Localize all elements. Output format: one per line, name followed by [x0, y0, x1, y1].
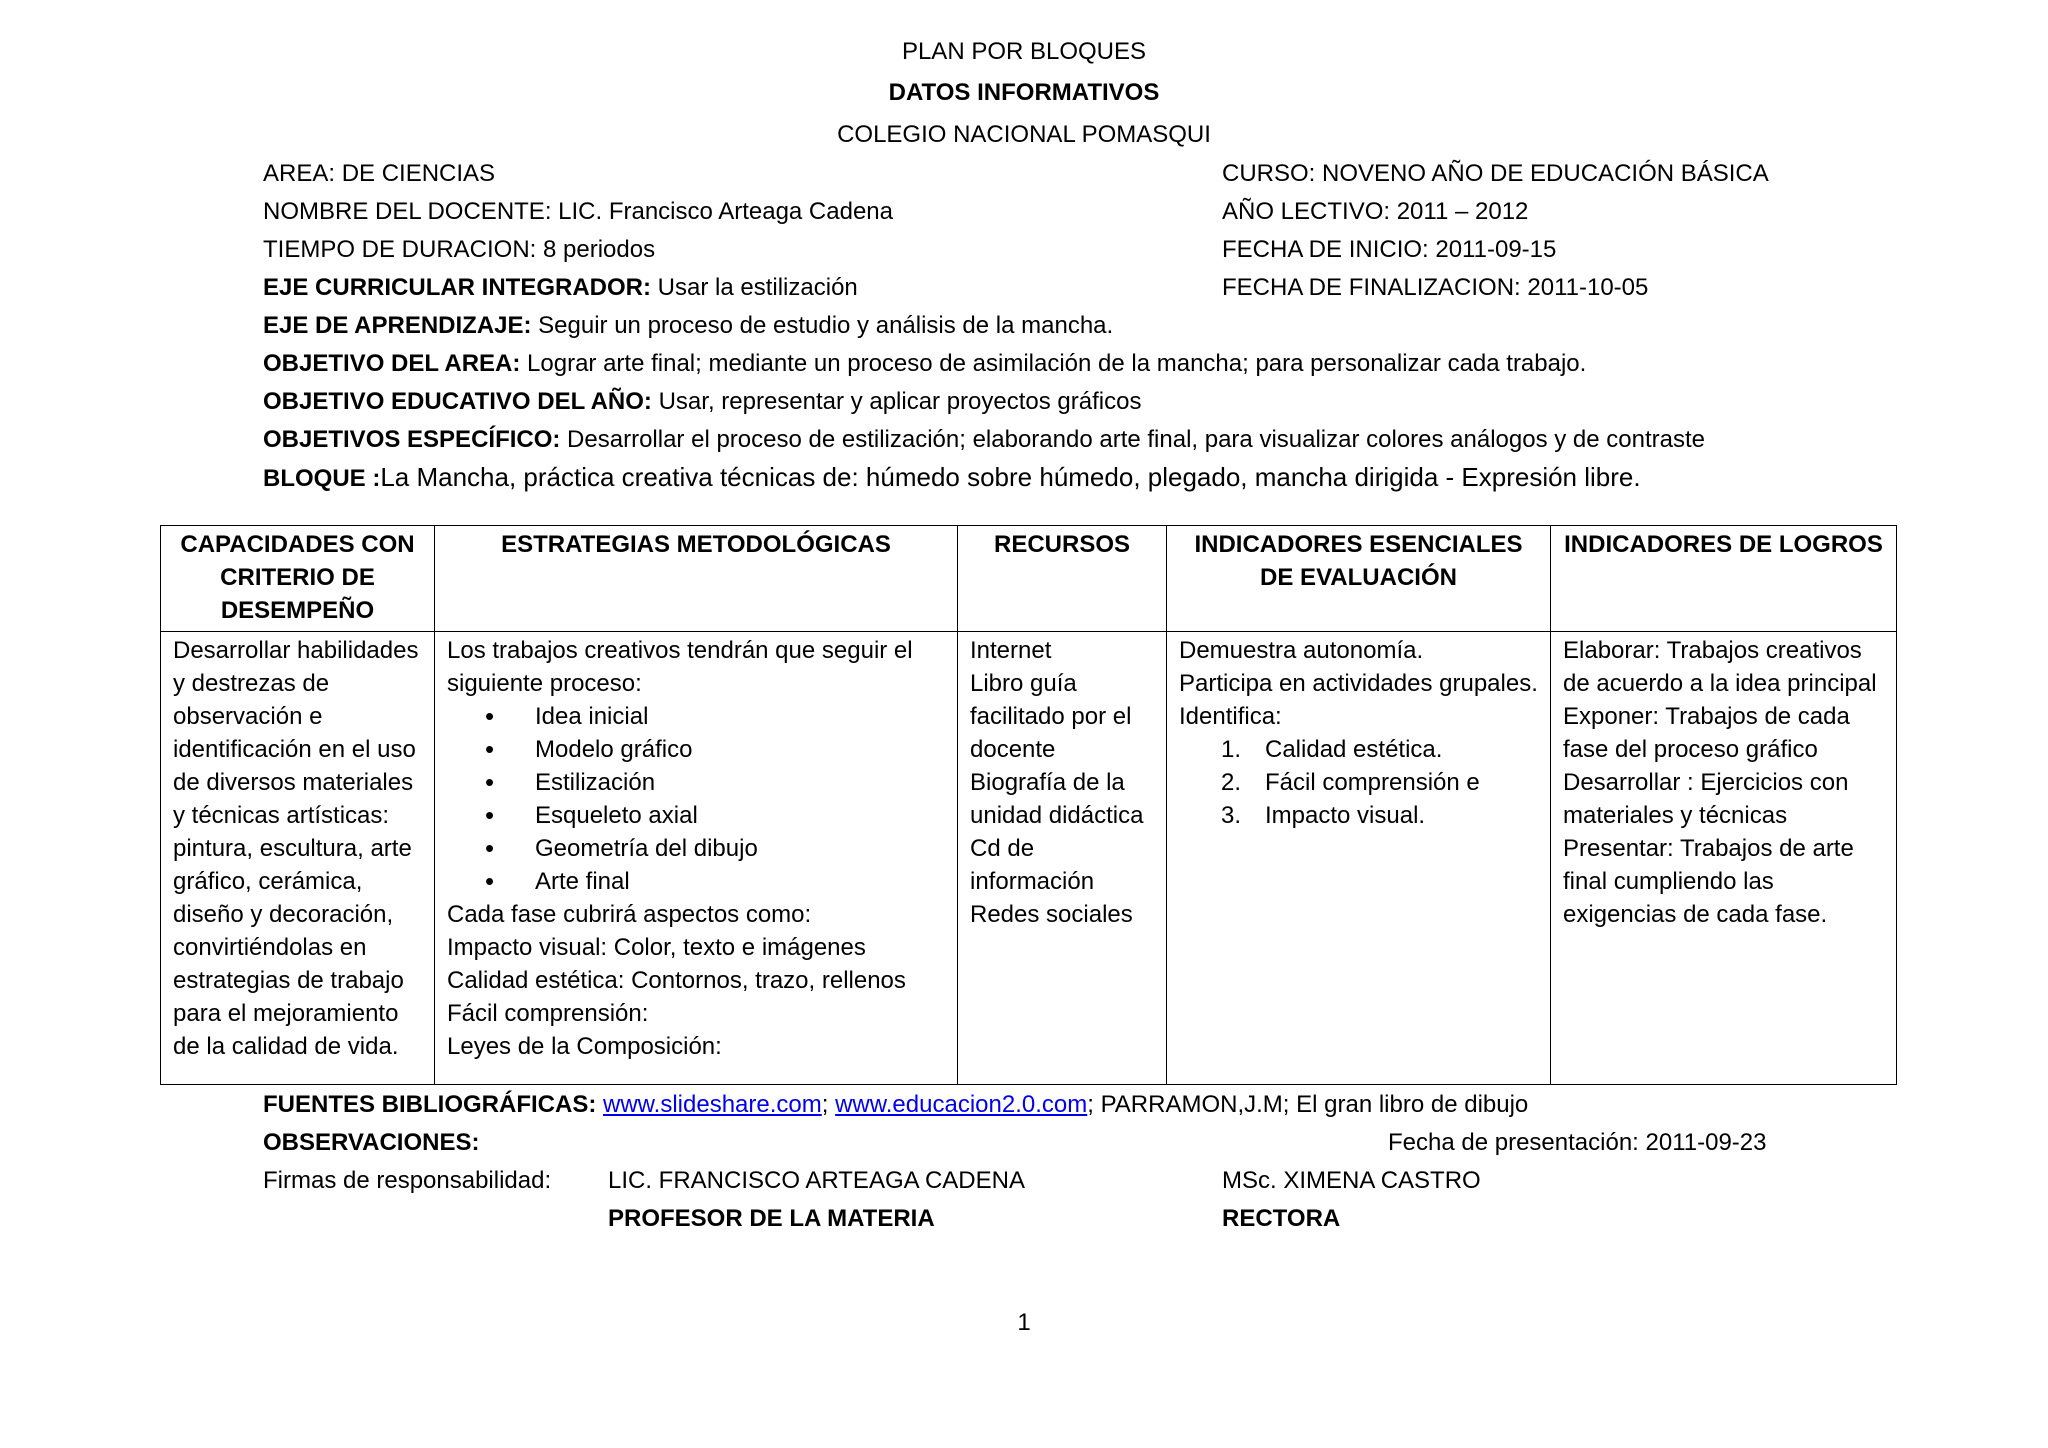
firma-rectora-name: MSc. XIMENA CASTRO — [1222, 1167, 1481, 1194]
list-item — [1221, 799, 1538, 832]
recurso-item: Internet — [970, 637, 1052, 664]
indicadores-numbered-list — [1179, 733, 1538, 832]
estrategias-steps — [447, 700, 945, 898]
header-indicadores-esenciales: INDICADORES ESENCIALES DE EVALUACIÓN — [1167, 526, 1551, 632]
estrategias-line: Calidad estética: Contornos, trazo, rellenos — [447, 967, 906, 994]
header-recursos: RECURSOS — [958, 526, 1167, 632]
list-item: • Modelo gráfico — [485, 733, 945, 766]
indicador-line: Identifica: — [1179, 703, 1282, 730]
doc-subtitle: DATOS INFORMATIVOS — [888, 79, 1160, 106]
recurso-item: Libro guía facilitado por el docente — [970, 670, 1132, 763]
tiempo-line: TIEMPO DE DURACION: 8 periodos — [263, 236, 656, 263]
list-number: 1. — [1221, 736, 1242, 763]
eje-integrador-label: EJE CURRICULAR INTEGRADOR: — [263, 274, 652, 301]
school-name: COLEGIO NACIONAL POMASQUI — [837, 121, 1211, 148]
docente-line: NOMBRE DEL DOCENTE: LIC. Francisco Arteaga Cadena — [263, 198, 893, 225]
recurso-item: Redes sociales — [970, 901, 1133, 928]
list-number: 2. — [1221, 769, 1242, 796]
header-indicadores-logros: INDICADORES DE LOGROS — [1551, 526, 1897, 632]
cell-estrategias — [435, 632, 958, 1085]
bloque-line — [263, 462, 1641, 493]
fecha-inicio-line: FECHA DE INICIO: 2011-09-15 — [1222, 236, 1557, 263]
objetivos-especificos-label: OBJETIVOS ESPECÍFICO: — [263, 426, 561, 453]
doc-title: PLAN POR BLOQUES — [901, 38, 1147, 65]
eje-integrador-value: Usar la estilización — [651, 274, 858, 301]
slideshare-link[interactable]: www.slideshare.com — [603, 1091, 822, 1118]
fuentes-line — [263, 1091, 1528, 1119]
cell-capacidades: Desarrollar habilidades y destrezas de observación e identificación en el uso de diversos materiales y técnicas artísticas: pintura, escultura, arte gráfico, cerámica, diseño y decoración, convirtiéndolas en estrategias de trabajo para el mejoramiento de la calidad de vida. — [161, 632, 435, 1085]
objetivos-especificos-value: Desarrollar el proceso de estilización; elaborando arte final, para visualizar colores análogos y de contraste — [560, 426, 1706, 453]
list-item — [1221, 733, 1538, 766]
firma-rectora-role: RECTORA — [1222, 1205, 1341, 1232]
list-item: • Geometría del dibujo — [485, 832, 945, 865]
header-capacidades: CAPACIDADES CON CRITERIO DE DESEMPEÑO — [161, 526, 435, 632]
curso-line: CURSO: NOVENO AÑO DE EDUCACIÓN BÁSICA — [1222, 160, 1769, 187]
fuentes-separator: ; — [821, 1091, 836, 1118]
indicador-line: Participa en actividades grupales. — [1179, 670, 1538, 697]
eje-aprendizaje-line — [263, 312, 1113, 340]
header-estrategias: ESTRATEGIAS METODOLÓGICAS — [435, 526, 958, 632]
area-line: AREA: DE CIENCIAS — [263, 160, 496, 187]
objetivo-area-label: OBJETIVO DEL AREA: — [263, 350, 521, 377]
list-text: Calidad estética. — [1265, 736, 1443, 763]
objetivo-anio-line — [263, 388, 1141, 416]
recurso-item: Cd de información — [970, 835, 1095, 895]
estrategias-line: Impacto visual: Color, texto e imágenes — [447, 934, 866, 961]
firma-profesor-name: LIC. FRANCISCO ARTEAGA CADENA — [608, 1167, 1025, 1194]
list-text: Impacto visual. — [1265, 802, 1426, 829]
list-item: • Idea inicial — [485, 700, 945, 733]
objetivos-especificos-line — [263, 426, 1705, 454]
plan-table — [160, 525, 1897, 1085]
eje-aprendizaje-label: EJE DE APRENDIZAJE: — [263, 312, 532, 339]
objetivo-anio-label: OBJETIVO EDUCATIVO DEL AÑO: — [263, 388, 652, 415]
fuentes-label: FUENTES BIBLIOGRÁFICAS: — [263, 1091, 597, 1118]
list-item: • Estilización — [485, 766, 945, 799]
bloque-value: La Mancha, práctica creativa técnicas de: húmedo sobre húmedo, plegado, mancha dirigida - Expresión libre. — [380, 462, 1641, 492]
estrategias-line: Leyes de la Composición: — [447, 1033, 722, 1060]
eje-integrador-line — [263, 274, 858, 302]
page-number: 1 — [1017, 1309, 1031, 1336]
cell-indicadores-logros: Elaborar: Trabajos creativos de acuerdo a la idea principal Exponer: Trabajos de cada fase del proceso gráfico Desarrollar : Ejercicios con materiales y técnicas Presentar: Trabajos de arte final cumpliendo las exigencias de cada fase. — [1551, 632, 1897, 1085]
fecha-fin-line: FECHA DE FINALIZACION: 2011-10-05 — [1222, 274, 1649, 301]
list-item: • Arte final — [485, 865, 945, 898]
bloque-label: BLOQUE : — [263, 465, 381, 492]
list-text: Fácil comprensión e — [1265, 769, 1480, 796]
list-item: • Esqueleto axial — [485, 799, 945, 832]
firma-profesor-role: PROFESOR DE LA MATERIA — [608, 1205, 935, 1232]
list-number: 3. — [1221, 802, 1242, 829]
fecha-presentacion: Fecha de presentación: 2011-09-23 — [1388, 1129, 1767, 1156]
eje-aprendizaje-value: Seguir un proceso de estudio y análisis de la mancha. — [531, 312, 1114, 339]
list-item — [1221, 766, 1538, 799]
observaciones-label: OBSERVACIONES: — [263, 1129, 480, 1156]
educacion-link[interactable]: www.educacion2.0.com — [835, 1091, 1088, 1118]
objetivo-area-line — [263, 350, 1586, 378]
recurso-item: Biografía de la unidad didáctica — [970, 769, 1144, 829]
estrategias-line: Cada fase cubrirá aspectos como: — [447, 901, 812, 928]
cell-indicadores-esenciales — [1167, 632, 1551, 1085]
estrategias-intro: Los trabajos creativos tendrán que seguir el siguiente proceso: — [447, 637, 913, 697]
fuentes-rest: ; PARRAMON,J.M; El gran libro de dibujo — [1087, 1091, 1529, 1118]
cell-recursos — [958, 632, 1167, 1085]
objetivo-anio-value: Usar, representar y aplicar proyectos gráficos — [651, 388, 1142, 415]
firmas-label: Firmas de responsabilidad: — [263, 1167, 552, 1194]
indicador-line: Demuestra autonomía. — [1179, 637, 1424, 664]
table-header-row — [161, 526, 1897, 632]
table-row — [161, 632, 1897, 1085]
anio-lectivo-line: AÑO LECTIVO: 2011 – 2012 — [1222, 198, 1529, 225]
objetivo-area-value: Lograr arte final; mediante un proceso de asimilación de la mancha; para personalizar cada trabajo. — [520, 350, 1587, 377]
estrategias-line: Fácil comprensión: — [447, 1000, 649, 1027]
